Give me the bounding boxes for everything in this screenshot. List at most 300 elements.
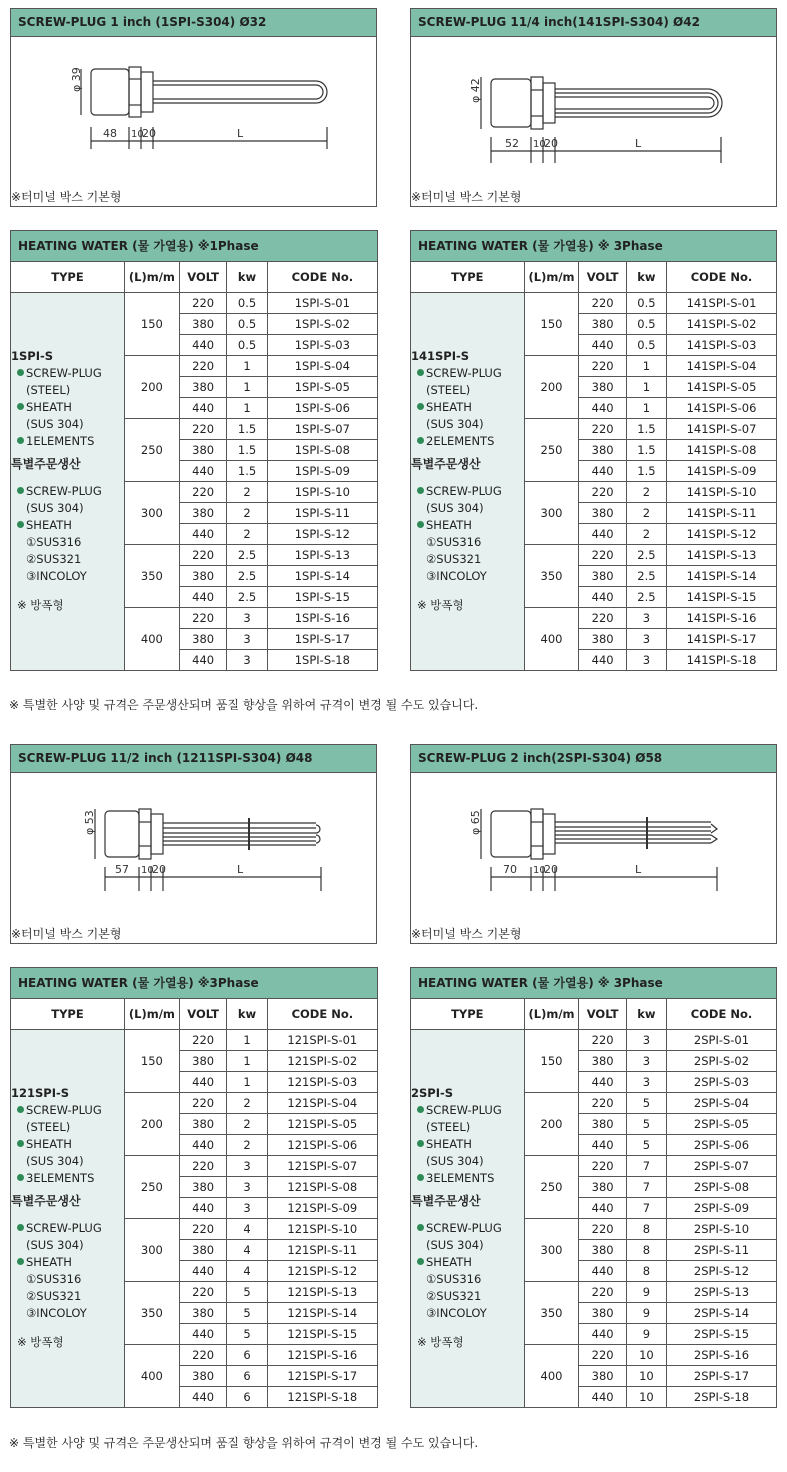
volt-cell: 440 (579, 524, 626, 545)
col-header-kw: kw (626, 999, 666, 1030)
type-line: 1ELEMENTS (26, 434, 95, 449)
length-cell: 400 (524, 1345, 579, 1408)
code-cell: 2SPI-S-05 (666, 1114, 776, 1135)
volt-cell: 440 (579, 335, 626, 356)
volt-cell: 440 (179, 587, 227, 608)
kw-cell: 1 (227, 356, 267, 377)
volt-cell: 220 (179, 1156, 227, 1177)
volt-cell: 220 (579, 1156, 626, 1177)
bullet-icon (417, 1106, 424, 1113)
volt-cell: 220 (579, 1282, 626, 1303)
code-cell: 1SPI-S-01 (267, 293, 377, 314)
dim-a: 70 (503, 863, 517, 876)
length-cell: 250 (524, 1156, 579, 1219)
volt-cell: 440 (579, 1072, 626, 1093)
type-line: ①SUS316 (26, 1272, 82, 1287)
drawing-box-4 (410, 744, 777, 944)
kw-cell: 1.5 (626, 440, 666, 461)
model-name: 1SPI-S (11, 349, 54, 364)
code-cell: 1SPI-S-15 (267, 587, 377, 608)
header-row (11, 999, 377, 1030)
type-cell (11, 1030, 124, 1408)
kw-cell: 0.5 (626, 314, 666, 335)
code-cell: 121SPI-S-04 (267, 1093, 377, 1114)
type-line: SCREW-PLUG (26, 484, 102, 499)
col-header-type: TYPE (11, 262, 124, 293)
length-cell: 200 (124, 356, 179, 419)
bullet-icon (17, 437, 24, 444)
volt-cell: 220 (579, 356, 626, 377)
code-cell: 1SPI-S-11 (267, 503, 377, 524)
code-cell: 2SPI-S-17 (666, 1366, 776, 1387)
explosion-proof-label: ※ 방폭형 (17, 1335, 64, 1350)
type-line: (SUS 304) (26, 1154, 84, 1169)
kw-cell: 0.5 (227, 293, 267, 314)
length-cell: 250 (124, 1156, 179, 1219)
kw-cell: 1 (626, 398, 666, 419)
volt-cell: 220 (579, 293, 626, 314)
type-line: SHEATH (26, 1255, 72, 1270)
type-line: (SUS 304) (426, 1238, 484, 1253)
kw-cell: 3 (626, 608, 666, 629)
type-line: SCREW-PLUG (426, 484, 502, 499)
volt-cell: 380 (579, 440, 626, 461)
code-cell: 141SPI-S-13 (666, 545, 776, 566)
heater-drawing (11, 37, 376, 206)
code-cell: 141SPI-S-09 (666, 461, 776, 482)
bullet-icon (417, 487, 424, 494)
col-header-type: TYPE (411, 999, 524, 1030)
volt-cell: 440 (579, 1135, 626, 1156)
length-cell: 350 (524, 545, 579, 608)
volt-cell: 440 (579, 1324, 626, 1345)
length-cell: 150 (124, 1030, 179, 1093)
type-line: (STEEL) (426, 383, 471, 398)
code-cell: 121SPI-S-16 (267, 1345, 377, 1366)
kw-cell: 5 (626, 1114, 666, 1135)
type-line: SCREW-PLUG (26, 1103, 102, 1118)
kw-cell: 5 (227, 1282, 267, 1303)
kw-cell: 1 (227, 1030, 267, 1051)
kw-cell: 3 (227, 1156, 267, 1177)
spec-table (11, 999, 377, 1408)
code-cell: 121SPI-S-06 (267, 1135, 377, 1156)
kw-cell: 9 (626, 1282, 666, 1303)
drawing-title: SCREW-PLUG 2 inch(2SPI-S304) Ø58 (411, 745, 776, 773)
length-cell: 350 (124, 1282, 179, 1345)
code-cell: 1SPI-S-09 (267, 461, 377, 482)
kw-cell: 7 (626, 1198, 666, 1219)
type-line: (STEEL) (26, 1120, 71, 1135)
code-cell: 1SPI-S-18 (267, 650, 377, 671)
kw-cell: 5 (626, 1093, 666, 1114)
code-cell: 1SPI-S-08 (267, 440, 377, 461)
spec-table (11, 262, 377, 671)
table-row (411, 293, 776, 314)
type-line: SCREW-PLUG (426, 1221, 502, 1236)
kw-cell: 2 (227, 1114, 267, 1135)
volt-cell: 380 (179, 1114, 227, 1135)
heater-3-svg (11, 773, 376, 923)
volt-cell: 440 (579, 587, 626, 608)
col-header-code: CODE No. (267, 262, 377, 293)
volt-cell: 380 (179, 1366, 227, 1387)
col-header-volt: VOLT (179, 999, 227, 1030)
kw-cell: 10 (626, 1387, 666, 1408)
code-cell: 1SPI-S-13 (267, 545, 377, 566)
kw-cell: 2 (227, 1093, 267, 1114)
code-cell: 141SPI-S-03 (666, 335, 776, 356)
volt-cell: 380 (179, 1177, 227, 1198)
volt-cell: 380 (579, 1240, 626, 1261)
volt-cell: 220 (579, 1030, 626, 1051)
col-header-kw: kw (227, 999, 267, 1030)
code-cell: 2SPI-S-07 (666, 1156, 776, 1177)
code-cell: 2SPI-S-08 (666, 1177, 776, 1198)
kw-cell: 2.5 (626, 545, 666, 566)
kw-cell: 1 (227, 1051, 267, 1072)
special-order-label: 특별주문생산 (411, 1194, 481, 1209)
type-line: SHEATH (426, 1137, 472, 1152)
kw-cell: 0.5 (227, 314, 267, 335)
volt-cell: 380 (179, 1051, 227, 1072)
drawing-box-2 (410, 8, 777, 207)
type-line: SHEATH (26, 1137, 72, 1152)
col-header-code: CODE No. (666, 262, 776, 293)
type-description (11, 348, 124, 614)
kw-cell: 2 (227, 482, 267, 503)
code-cell: 1SPI-S-07 (267, 419, 377, 440)
drawing-title: SCREW-PLUG 11/4 inch(141SPI-S304) Ø42 (411, 9, 776, 37)
code-cell: 1SPI-S-05 (267, 377, 377, 398)
bullet-icon (417, 1258, 424, 1265)
kw-cell: 0.5 (626, 293, 666, 314)
special-order-label: 특별주문생산 (11, 1194, 81, 1209)
volt-cell: 440 (179, 1072, 227, 1093)
code-cell: 2SPI-S-13 (666, 1282, 776, 1303)
type-line: ②SUS321 (426, 552, 482, 567)
code-cell: 141SPI-S-14 (666, 566, 776, 587)
kw-cell: 2 (227, 524, 267, 545)
type-line: ③INCOLOY (426, 569, 487, 584)
volt-cell: 380 (579, 629, 626, 650)
dim-dia: φ 42 (469, 78, 482, 103)
type-line: ③INCOLOY (26, 1306, 87, 1321)
col-header-length: (L)m/m (124, 999, 179, 1030)
code-cell: 1SPI-S-16 (267, 608, 377, 629)
volt-cell: 380 (179, 440, 227, 461)
code-cell: 141SPI-S-05 (666, 377, 776, 398)
dim-b: 10 (533, 139, 546, 150)
col-header-code: CODE No. (267, 999, 377, 1030)
volt-cell: 220 (179, 419, 227, 440)
kw-cell: 2 (227, 1135, 267, 1156)
type-line: (SUS 304) (426, 501, 484, 516)
volt-cell: 380 (579, 377, 626, 398)
kw-cell: 3 (626, 1051, 666, 1072)
type-line: ②SUS321 (26, 1289, 82, 1304)
col-header-kw: kw (626, 262, 666, 293)
length-cell: 200 (524, 1093, 579, 1156)
kw-cell: 2.5 (626, 587, 666, 608)
code-cell: 2SPI-S-10 (666, 1219, 776, 1240)
dim-c: 20 (152, 863, 166, 876)
length-cell: 250 (524, 419, 579, 482)
code-cell: 141SPI-S-02 (666, 314, 776, 335)
volt-cell: 440 (579, 1198, 626, 1219)
length-cell: 300 (124, 482, 179, 545)
volt-cell: 220 (179, 1030, 227, 1051)
kw-cell: 2.5 (227, 566, 267, 587)
kw-cell: 3 (626, 650, 666, 671)
code-cell: 141SPI-S-12 (666, 524, 776, 545)
length-cell: 300 (524, 1219, 579, 1282)
code-cell: 121SPI-S-17 (267, 1366, 377, 1387)
dim-c: 20 (544, 137, 558, 150)
volt-cell: 380 (179, 1303, 227, 1324)
type-line: 2ELEMENTS (426, 434, 495, 449)
table-title: HEATING WATER (물 가열용) ※3Phase (11, 968, 377, 999)
kw-cell: 1.5 (227, 461, 267, 482)
bullet-icon (17, 1140, 24, 1147)
code-cell: 1SPI-S-03 (267, 335, 377, 356)
type-line: SCREW-PLUG (426, 1103, 502, 1118)
volt-cell: 220 (179, 545, 227, 566)
code-cell: 1SPI-S-02 (267, 314, 377, 335)
type-cell (411, 293, 524, 671)
terminal-note: ※터미널 박스 기본형 (11, 927, 122, 941)
length-cell: 400 (124, 608, 179, 671)
explosion-proof-label: ※ 방폭형 (417, 598, 464, 613)
length-cell: 350 (524, 1282, 579, 1345)
heater-2-svg (411, 37, 776, 187)
table-row (11, 1030, 377, 1051)
bullet-icon (17, 1258, 24, 1265)
kw-cell: 1 (227, 377, 267, 398)
volt-cell: 220 (579, 1345, 626, 1366)
volt-cell: 380 (579, 566, 626, 587)
code-cell: 141SPI-S-07 (666, 419, 776, 440)
volt-cell: 440 (179, 1324, 227, 1345)
type-line: (STEEL) (26, 383, 71, 398)
volt-cell: 440 (579, 1387, 626, 1408)
volt-cell: 220 (179, 293, 227, 314)
kw-cell: 7 (626, 1156, 666, 1177)
kw-cell: 1 (227, 1072, 267, 1093)
length-cell: 150 (124, 293, 179, 356)
type-description (411, 348, 524, 614)
volt-cell: 380 (579, 1366, 626, 1387)
dim-b: 10 (131, 129, 144, 140)
volt-cell: 440 (179, 1198, 227, 1219)
length-cell: 300 (524, 482, 579, 545)
length-cell: 300 (124, 1219, 179, 1282)
volt-cell: 220 (179, 1093, 227, 1114)
bullet-icon (17, 521, 24, 528)
explosion-proof-label: ※ 방폭형 (417, 1335, 464, 1350)
volt-cell: 220 (179, 356, 227, 377)
volt-cell: 220 (179, 1219, 227, 1240)
dim-l: L (635, 863, 642, 876)
code-cell: 121SPI-S-01 (267, 1030, 377, 1051)
volt-cell: 220 (179, 1345, 227, 1366)
volt-cell: 440 (179, 398, 227, 419)
drawing-box-3 (10, 744, 377, 944)
length-cell: 400 (524, 608, 579, 671)
code-cell: 141SPI-S-17 (666, 629, 776, 650)
bullet-icon (417, 1224, 424, 1231)
kw-cell: 1.5 (227, 419, 267, 440)
terminal-note: ※터미널 박스 기본형 (411, 927, 522, 941)
type-line: ③INCOLOY (426, 1306, 487, 1321)
dim-a: 48 (103, 127, 117, 140)
volt-cell: 380 (579, 314, 626, 335)
dim-a: 57 (115, 863, 129, 876)
type-line: SCREW-PLUG (26, 1221, 102, 1236)
volt-cell: 440 (179, 1387, 227, 1408)
volt-cell: 440 (179, 461, 227, 482)
type-line: SHEATH (26, 518, 72, 533)
bullet-icon (17, 1106, 24, 1113)
volt-cell: 220 (579, 545, 626, 566)
volt-cell: 440 (579, 650, 626, 671)
volt-cell: 440 (179, 335, 227, 356)
kw-cell: 3 (227, 608, 267, 629)
kw-cell: 6 (227, 1345, 267, 1366)
type-line: (SUS 304) (26, 1238, 84, 1253)
spec-table (411, 262, 776, 671)
type-line: SHEATH (426, 400, 472, 415)
table-row (411, 1030, 776, 1051)
volt-cell: 380 (579, 1114, 626, 1135)
table-title: HEATING WATER (물 가열용) ※ 3Phase (411, 231, 776, 262)
kw-cell: 2 (626, 524, 666, 545)
kw-cell: 8 (626, 1261, 666, 1282)
type-cell (411, 1030, 524, 1408)
type-description (11, 1085, 124, 1351)
volt-cell: 440 (179, 650, 227, 671)
code-cell: 121SPI-S-12 (267, 1261, 377, 1282)
kw-cell: 3 (626, 1030, 666, 1051)
kw-cell: 3 (227, 1177, 267, 1198)
heater-4-svg (411, 773, 776, 923)
volt-cell: 380 (179, 629, 227, 650)
col-header-length: (L)m/m (524, 999, 579, 1030)
volt-cell: 440 (579, 461, 626, 482)
volt-cell: 380 (579, 1051, 626, 1072)
volt-cell: 440 (179, 524, 227, 545)
volt-cell: 380 (179, 503, 227, 524)
type-line: (STEEL) (426, 1120, 471, 1135)
kw-cell: 2 (626, 482, 666, 503)
explosion-proof-label: ※ 방폭형 (17, 598, 64, 613)
terminal-note: ※터미널 박스 기본형 (11, 190, 122, 204)
type-line: SHEATH (26, 400, 72, 415)
code-cell: 2SPI-S-16 (666, 1345, 776, 1366)
dim-dia: φ 39 (70, 67, 83, 92)
code-cell: 2SPI-S-14 (666, 1303, 776, 1324)
code-cell: 141SPI-S-01 (666, 293, 776, 314)
heater-drawing (411, 37, 776, 206)
model-name: 2SPI-S (411, 1086, 454, 1101)
kw-cell: 1 (626, 377, 666, 398)
type-line: (SUS 304) (426, 1154, 484, 1169)
type-line: 3ELEMENTS (26, 1171, 95, 1186)
volt-cell: 220 (579, 1219, 626, 1240)
spec-table-3 (10, 967, 378, 1408)
code-cell: 2SPI-S-02 (666, 1051, 776, 1072)
type-line: ①SUS316 (426, 535, 482, 550)
col-header-volt: VOLT (579, 262, 626, 293)
type-cell (11, 293, 124, 671)
dim-l: L (237, 863, 244, 876)
volt-cell: 380 (179, 566, 227, 587)
dim-dia: φ 53 (83, 810, 96, 835)
heater-drawing (11, 773, 376, 943)
code-cell: 2SPI-S-09 (666, 1198, 776, 1219)
length-cell: 200 (524, 356, 579, 419)
code-cell: 121SPI-S-13 (267, 1282, 377, 1303)
code-cell: 141SPI-S-10 (666, 482, 776, 503)
code-cell: 1SPI-S-17 (267, 629, 377, 650)
bullet-icon (417, 403, 424, 410)
code-cell: 2SPI-S-15 (666, 1324, 776, 1345)
kw-cell: 3 (227, 650, 267, 671)
volt-cell: 220 (179, 482, 227, 503)
code-cell: 121SPI-S-08 (267, 1177, 377, 1198)
code-cell: 1SPI-S-04 (267, 356, 377, 377)
kw-cell: 1 (626, 356, 666, 377)
kw-cell: 2 (227, 503, 267, 524)
kw-cell: 4 (227, 1240, 267, 1261)
kw-cell: 2.5 (227, 545, 267, 566)
kw-cell: 1.5 (626, 461, 666, 482)
bullet-icon (417, 437, 424, 444)
length-cell: 150 (524, 1030, 579, 1093)
code-cell: 141SPI-S-18 (666, 650, 776, 671)
kw-cell: 3 (626, 1072, 666, 1093)
type-description (411, 1085, 524, 1351)
code-cell: 2SPI-S-12 (666, 1261, 776, 1282)
kw-cell: 10 (626, 1345, 666, 1366)
kw-cell: 5 (227, 1324, 267, 1345)
code-cell: 121SPI-S-03 (267, 1072, 377, 1093)
dim-dia: φ 65 (469, 810, 482, 835)
code-cell: 2SPI-S-11 (666, 1240, 776, 1261)
volt-cell: 380 (179, 1240, 227, 1261)
type-line: 3ELEMENTS (426, 1171, 495, 1186)
kw-cell: 3 (626, 629, 666, 650)
spec-table (411, 999, 776, 1408)
dim-b: 10 (141, 865, 154, 876)
bullet-icon (17, 1174, 24, 1181)
bullet-icon (17, 403, 24, 410)
code-cell: 2SPI-S-04 (666, 1093, 776, 1114)
bullet-icon (17, 369, 24, 376)
code-cell: 1SPI-S-06 (267, 398, 377, 419)
code-cell: 141SPI-S-15 (666, 587, 776, 608)
heater-1-svg (11, 37, 376, 187)
bullet-icon (17, 1224, 24, 1231)
col-header-length: (L)m/m (124, 262, 179, 293)
code-cell: 141SPI-S-11 (666, 503, 776, 524)
code-cell: 1SPI-S-14 (267, 566, 377, 587)
code-cell: 141SPI-S-08 (666, 440, 776, 461)
drawing-title: SCREW-PLUG 1 inch (1SPI-S304) Ø32 (11, 9, 376, 37)
type-line: ②SUS321 (26, 552, 82, 567)
kw-cell: 0.5 (626, 335, 666, 356)
code-cell: 2SPI-S-03 (666, 1072, 776, 1093)
